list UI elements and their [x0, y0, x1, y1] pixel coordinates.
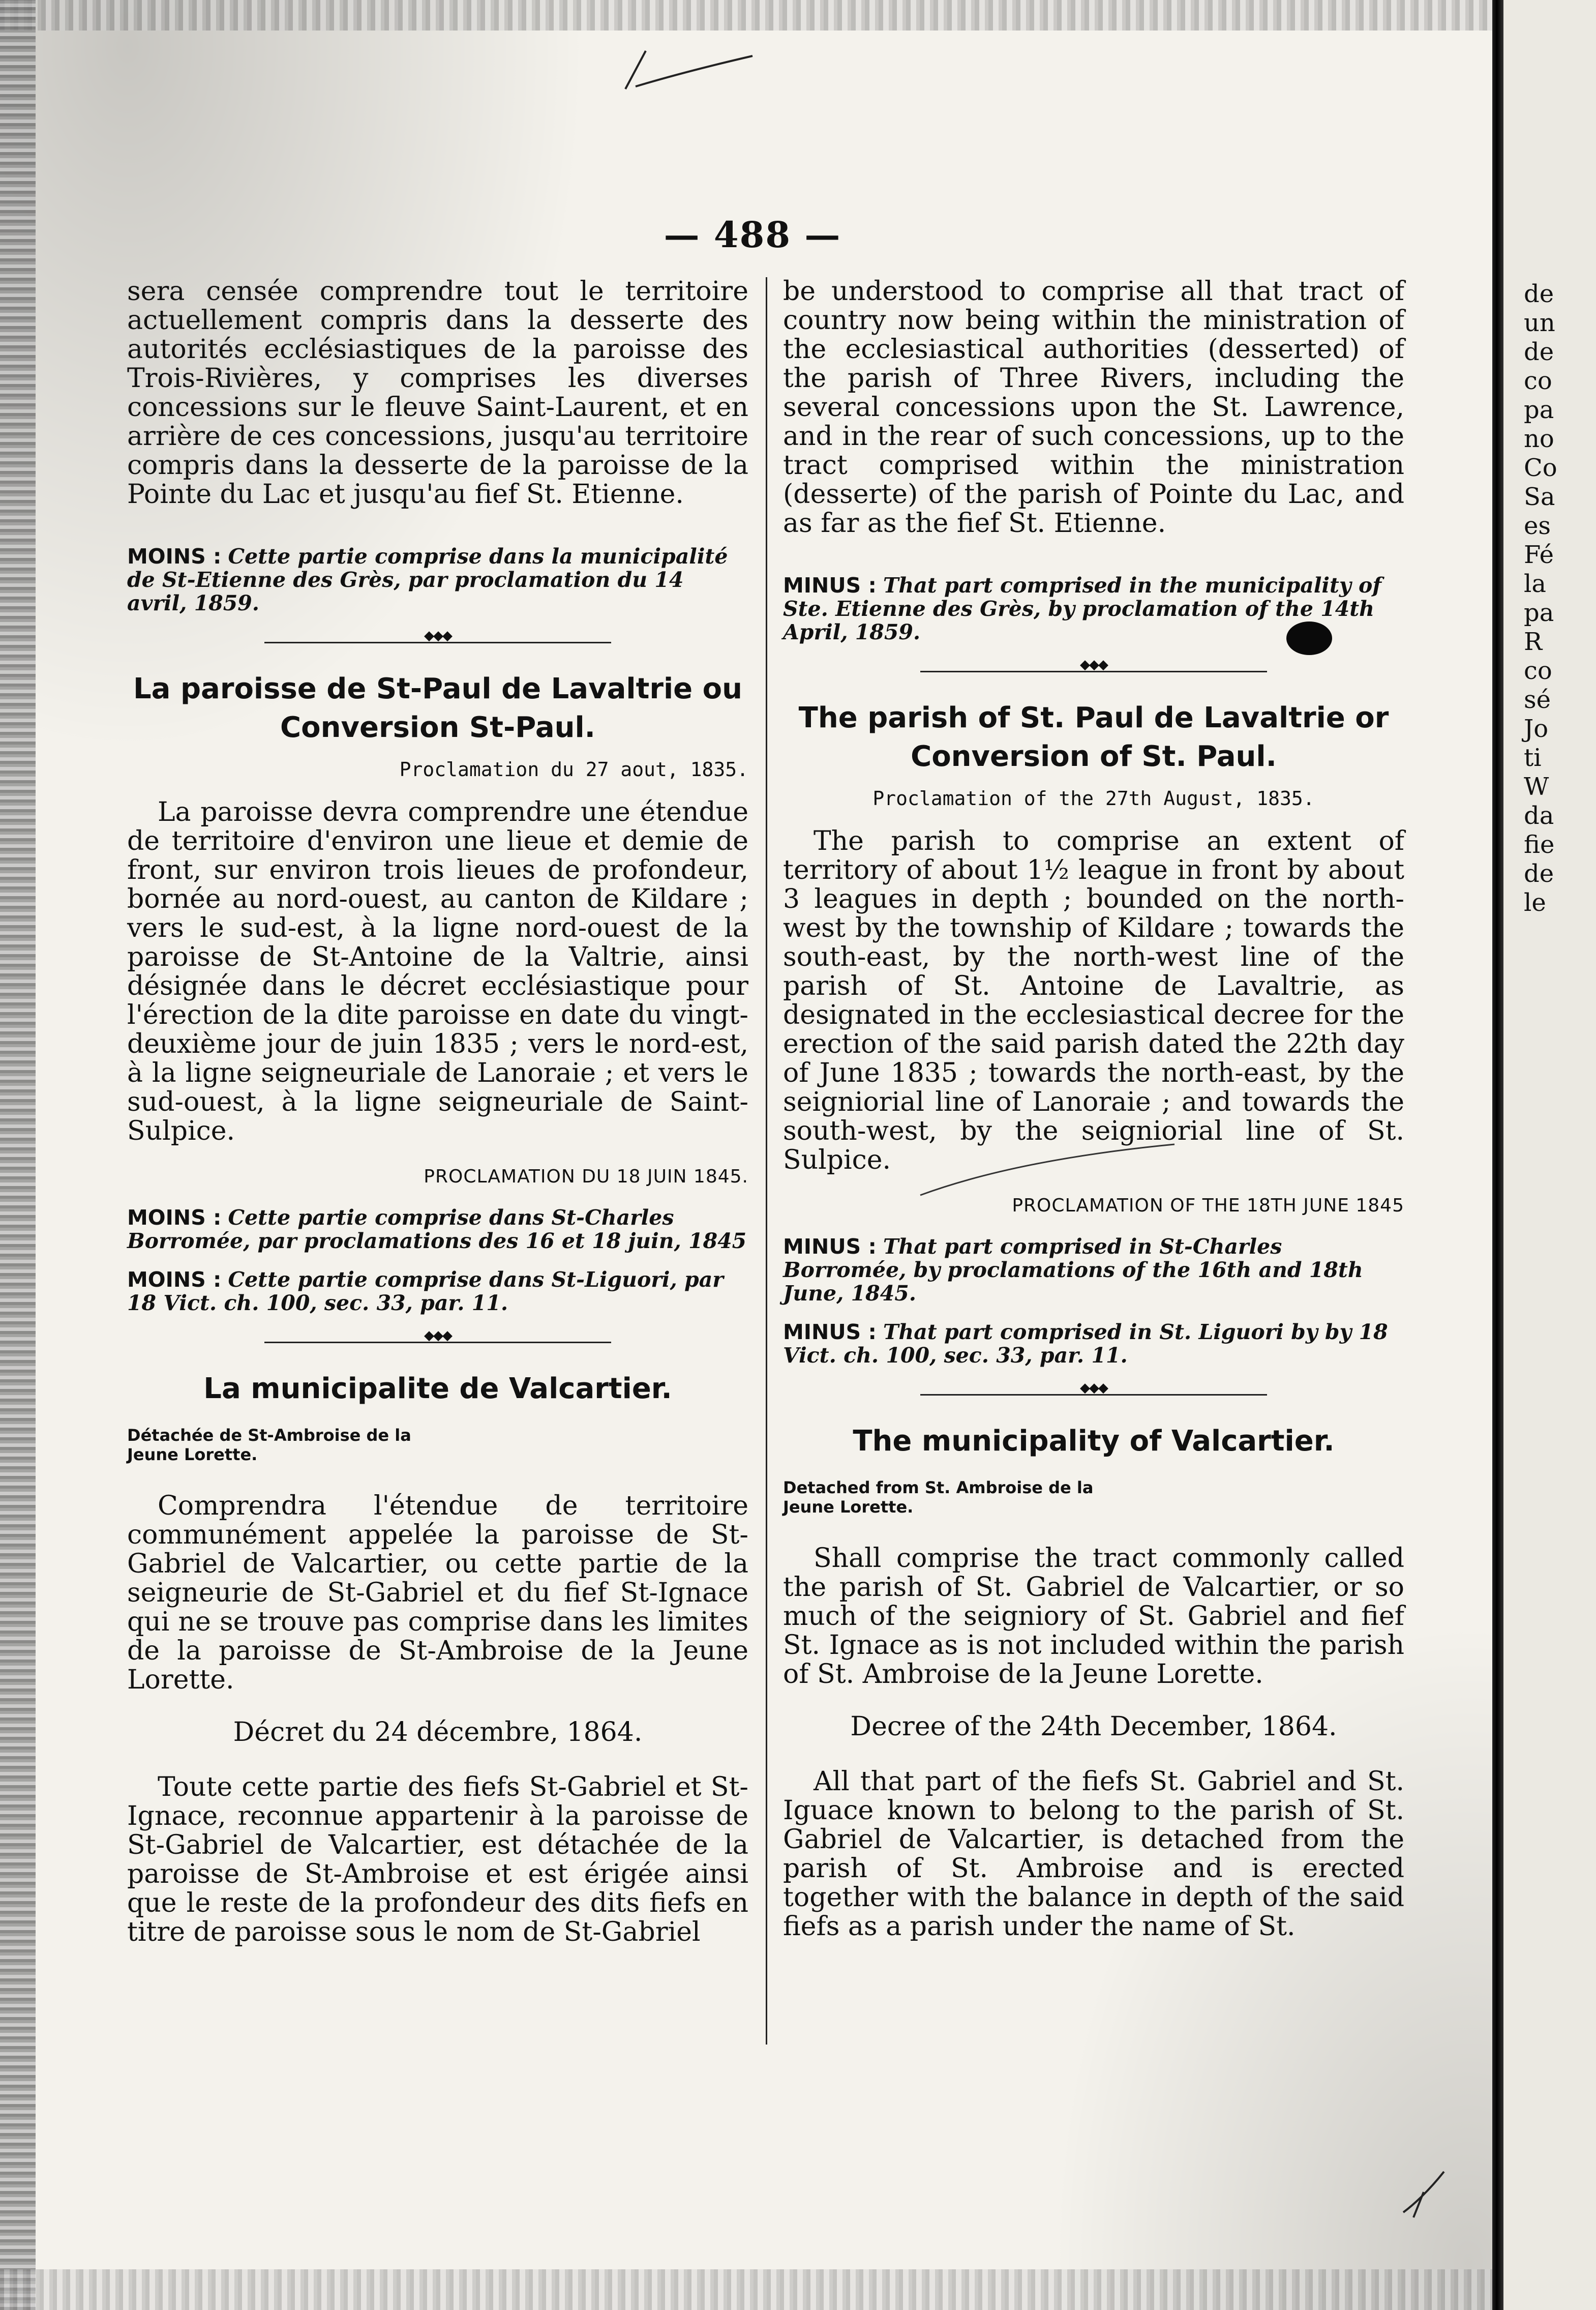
adjacent-text-fragment: un [1524, 309, 1555, 337]
adjacent-text-fragment: Fé [1524, 541, 1554, 569]
adjacent-text-fragment: co [1524, 367, 1552, 395]
french-decree-date: Décret du 24 décembre, 1864. [233, 1717, 643, 1748]
adjacent-text-fragment: Co [1524, 454, 1557, 482]
english-proclamation-1835: Proclamation of the 27th August, 1835. [872, 787, 1315, 810]
ornament-divider [783, 661, 1404, 682]
french-paragraph-1: sera censée comprendre tout le territoire actuellement compris dans la desserte des autorités ecclésiastiques de la paroisse des Trois-Rivières, y comprises les diverses concessions sur le fleuve Saint-Laurent, et en arrière de ces concessions, jusqu'au territoire compris dans la desserte de la paroisse de la Pointe du Lac et jusqu'au fief St. Etienne. [127, 276, 748, 510]
ornament-divider [127, 1332, 748, 1352]
french-proclamation-1835: Proclamation du 27 aout, 1835. [399, 758, 748, 781]
moins-text: Cette partie comprise dans St-Liguori, par 18 Vict. ch. 100, sec. 33, par. 11. [127, 1267, 724, 1315]
column-divider [766, 277, 767, 2045]
french-moins-1 [127, 545, 748, 615]
french-column [127, 277, 748, 2057]
adjacent-text-fragment: de [1524, 280, 1554, 308]
pen-mark-top-icon [610, 41, 763, 97]
minus-text: That part comprised in St. Liguori by by 18 Vict. ch. 100, sec. 33, par. 11. [783, 1320, 1388, 1368]
scan-edge-left [0, 0, 36, 2310]
moins-label: MOINS : [127, 544, 222, 569]
adjacent-text-fragment: sé [1524, 686, 1551, 714]
adjacent-text-fragment: W [1524, 773, 1549, 801]
moins-text: Cette partie comprise dans St-Charles Borromée, par proclamations des 16 et 18 juin, 1845 [127, 1205, 747, 1253]
adjacent-text-fragment: de [1524, 860, 1554, 888]
french-heading-lavaltrie: La paroisse de St-Paul de Lavaltrie ou Conversion St-Paul. [133, 672, 742, 744]
adjacent-text-fragment: Jo [1524, 715, 1549, 743]
english-minus-3 [783, 1320, 1404, 1367]
french-heading-valcartier: La municipalite de Valcartier. [203, 1372, 672, 1405]
adjacent-text-fragment: ti [1524, 744, 1542, 772]
french-moins-3 [127, 1268, 748, 1315]
adjacent-text-fragment: le [1524, 889, 1546, 917]
english-heading-lavaltrie: The parish of St. Paul de Lavaltrie or Conversion of St. Paul. [798, 701, 1389, 773]
french-proclamation-1845: PROCLAMATION DU 18 JUIN 1845. [424, 1166, 748, 1187]
moins-text: Cette partie comprise dans la municipalité de St-Etienne des Grès, par proclamation du 14 avril, 1859. [127, 544, 728, 615]
french-moins-2 [127, 1206, 748, 1253]
minus-text: That part comprised in the municipality of Ste. Etienne des Grès, by proclamation of the 14th April, 1859. [783, 573, 1381, 644]
english-column [783, 277, 1404, 2057]
minus-label: MINUS : [783, 1234, 877, 1259]
adjacent-text-fragment: no [1524, 425, 1554, 453]
french-paragraph-4: Toute cette partie des fiefs St-Gabriel et St-Ignace, reconnue appartenir à la paroisse de St-Gabriel de Valcartier, est détachée de la paroisse de St-Ambroise et est érigée ainsi que le reste de la profondeur des dits fiefs en titre de paroisse sous le nom de St-Gabriel [127, 1772, 748, 1947]
english-heading-valcartier: The municipality of Valcartier. [853, 1425, 1335, 1458]
minus-text: That part comprised in St-Charles Borromée, by proclamations of the 16th and 18th June, 1845. [783, 1234, 1363, 1306]
ornament-divider [127, 632, 748, 653]
french-paragraph-2: La paroisse devra comprendre une étendue de territoire d'environ une lieue et demie de front, sur environ trois lieues de profondeur, bornée au nord-ouest, au canton de Kildare ; vers le sud-est, à la ligne nord-ouest de la paroisse de St-Antoine de la Valtrie, ainsi désignée dans le décret ecclésiastique pour l'érection de la dite paroisse en date du vingt-deuxième jour de juin 1835 ; vers le nord-est, à la ligne seigneuriale de Lanoraie ; et vers le sud-ouest, à la ligne seigneuriale de Saint-Sulpice. [127, 797, 748, 1146]
english-proclamation-1845: PROCLAMATION OF THE 18TH JUNE 1845 [1012, 1195, 1404, 1216]
adjacent-text-fragment: R [1524, 628, 1543, 656]
adjacent-text-fragment: de [1524, 338, 1554, 366]
adjacent-text-fragment: pa [1524, 599, 1554, 627]
moins-label: MOINS : [127, 1205, 222, 1230]
adjacent-text-fragment: co [1524, 657, 1552, 685]
adjacent-text-fragment: da [1524, 802, 1554, 830]
pen-mark-bottom-icon [1393, 2161, 1454, 2223]
moins-label: MOINS : [127, 1267, 222, 1292]
english-minus-1 [783, 574, 1404, 644]
adjacent-page-fragment [1503, 0, 1596, 2310]
french-paragraph-3: Comprendra l'étendue de territoire communément appelée la paroisse de St-Gabriel de Valcartier, ou cette partie de la seigneurie de St-Gabriel et du fief St-Ignace qui ne se trouve pas comprise dans les limites de la paroisse de St-Ambroise de la Jeune Lorette. [127, 1491, 748, 1695]
scan-edge-bottom [0, 2269, 1596, 2310]
adjacent-text-fragment: es [1524, 512, 1551, 540]
english-decree-date: Decree of the 24th December, 1864. [850, 1711, 1337, 1742]
english-detached-note: Detached from St. Ambroise de la Jeune Lorette. [783, 1478, 1094, 1517]
page-number: — 488 — [664, 214, 841, 256]
adjacent-text-fragment: la [1524, 570, 1546, 598]
minus-label: MINUS : [783, 573, 877, 598]
english-paragraph-2: The parish to comprise an extent of territory of about 1½ league in front by about 3 leagues in depth ; bounded on the north-west by the township of Kildare ; towards the south-east, by the north-west line of the parish of St. Antoine de Lavaltrie, as designated in the ecclesiastical decree for the erection of the said parish dated the 22th day of June 1835 ; towards the north-east, by the seigniorial line of Lanoraie ; and towards the south-west, by the seigniorial line of St. Sulpice. [783, 826, 1404, 1175]
english-paragraph-1: be understood to comprise all that tract of country now being within the ministration of the ecclesiastical authorities (desserted) of the parish of Three Rivers, including the several concessions upon the St. Lawrence, and in the rear of such concessions, up to the tract comprised within the ministration (desserte) of the parish of Pointe du Lac, and as far as the fief St. Etienne. [783, 276, 1404, 539]
scan-edge-top [0, 0, 1596, 31]
english-paragraph-4: All that part of the fiefs St. Gabriel and St. Iguace known to belong to the parish of St. Gabriel de Valcartier, is detached from the parish of St. Ambroise and is erected together with the balance in depth of the said fiefs as a parish under the name of St. [783, 1766, 1404, 1942]
english-paragraph-3: Shall comprise the tract commonly called the parish of St. Gabriel de Valcartier, or so much of the seigniory of St. Gabriel and fief St. Ignace as is not included within the parish of St. Ambroise de la Jeune Lorette. [783, 1543, 1404, 1690]
french-detached-note: Détachée de St-Ambroise de la Jeune Lorette. [127, 1426, 411, 1464]
adjacent-text-fragment: Sa [1524, 483, 1555, 511]
book-spine [1492, 0, 1503, 2310]
ornament-divider [783, 1384, 1404, 1405]
minus-label: MINUS : [783, 1320, 877, 1344]
english-minus-2 [783, 1235, 1404, 1305]
adjacent-text-fragment: fie [1524, 831, 1555, 859]
adjacent-text-fragment: pa [1524, 396, 1554, 424]
